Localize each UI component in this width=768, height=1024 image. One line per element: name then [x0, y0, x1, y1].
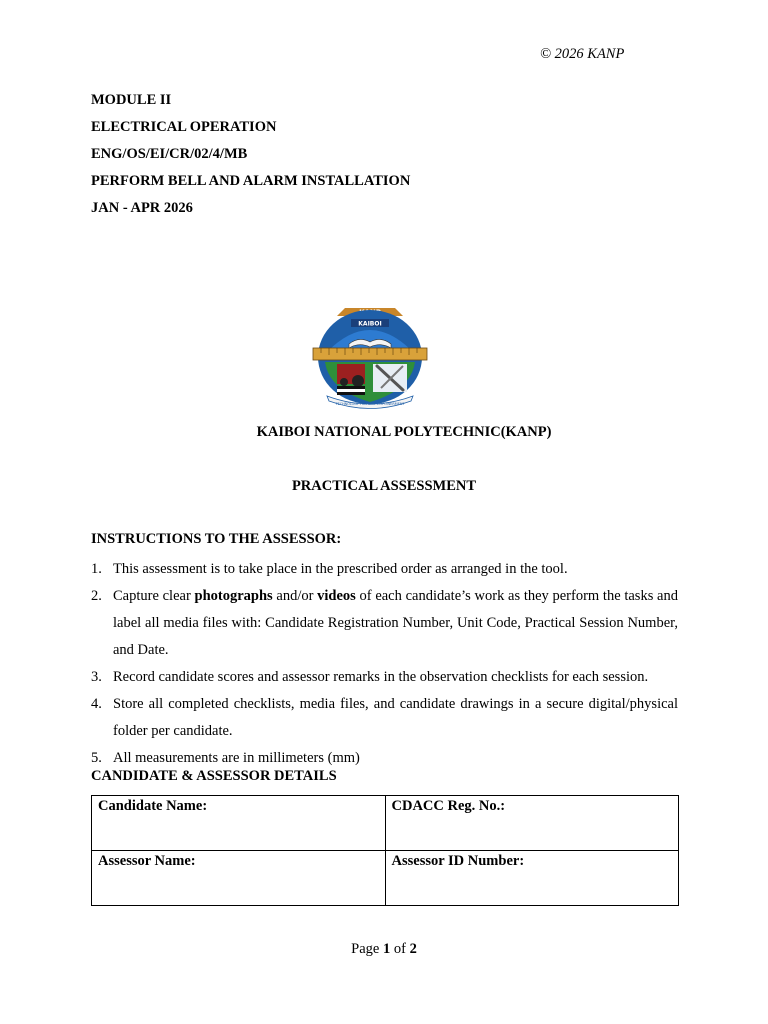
page-word: Page: [351, 941, 383, 957]
institution-name: KAIBOI NATIONAL POLYTECHNIC(KANP): [256, 424, 552, 440]
assessor-id-field[interactable]: [385, 851, 679, 906]
total-pages: 2: [409, 941, 417, 957]
sector-name: ELECTRICAL OPERATION: [91, 119, 277, 135]
kanp-logo: [311, 300, 429, 412]
assessor-id-label: Assessor ID Number:: [391, 853, 525, 869]
instruction-item: [91, 664, 678, 691]
instruction-text: Store all completed checklists, media files, and candidate drawings in a secure digital/physical folder per candidate.: [113, 696, 678, 739]
current-page: 1: [382, 941, 391, 957]
candidate-name-field[interactable]: [92, 796, 386, 851]
instruction-number: 2.: [91, 588, 102, 604]
reg-no-field[interactable]: [385, 796, 679, 851]
instruction-emphasis: videos: [317, 588, 356, 604]
assessor-name-field[interactable]: [92, 851, 386, 906]
candidate-name-label: Candidate Name:: [98, 798, 208, 814]
copyright-notice: © 2026 KANP: [540, 46, 625, 62]
svg-text:TECHNOLOGY FOR SELF EMPOWERMEN: TECHNOLOGY FOR SELF EMPOWERMENT: [335, 402, 405, 406]
instruction-item: [91, 583, 678, 664]
instruction-number: 4.: [91, 696, 102, 712]
instruction-text: of each candidate’s work as they perform the tasks and label all media files with: Candidate Registration Number, Unit Code, Practical Session Number, and Date.: [113, 588, 678, 658]
table-row: [92, 796, 679, 851]
instruction-text: Record candidate scores and assessor remarks in the observation checklists for each session.: [113, 669, 649, 685]
svg-text:KAIBOI: KAIBOI: [358, 320, 382, 328]
assessment-title: PRACTICAL ASSESSMENT: [291, 478, 477, 494]
details-heading: CANDIDATE & ASSESSOR DETAILS: [91, 768, 337, 784]
unit-title: PERFORM BELL AND ALARM INSTALLATION: [91, 173, 411, 189]
reg-no-label: CDACC Reg. No.:: [391, 798, 506, 814]
instruction-number: 5.: [91, 750, 102, 766]
instructions-heading: INSTRUCTIONS TO THE ASSESSOR:: [91, 531, 342, 547]
module-header: [91, 91, 410, 226]
unit-code: ENG/OS/EI/CR/02/4/MB: [91, 146, 248, 162]
series-date: JAN - APR 2026: [91, 200, 193, 216]
table-row: [92, 851, 679, 906]
instructions-list: [91, 556, 678, 772]
details-table: [91, 795, 679, 906]
instruction-text: Capture clear: [113, 588, 195, 604]
module-number: MODULE II: [91, 92, 172, 108]
instruction-item: [91, 556, 678, 583]
page-footer: [0, 941, 768, 958]
instruction-number: 1.: [91, 561, 102, 577]
instruction-number: 3.: [91, 669, 102, 685]
instruction-text: This assessment is to take place in the prescribed order as arranged in the tool.: [113, 561, 568, 577]
instruction-emphasis: photographs: [194, 588, 273, 604]
instruction-text: and/or: [272, 588, 318, 604]
of-word: of: [390, 941, 410, 957]
instruction-text: All measurements are in millimeters (mm): [113, 750, 360, 766]
instruction-item: [91, 691, 678, 745]
assessor-name-label: Assessor Name:: [98, 853, 196, 869]
